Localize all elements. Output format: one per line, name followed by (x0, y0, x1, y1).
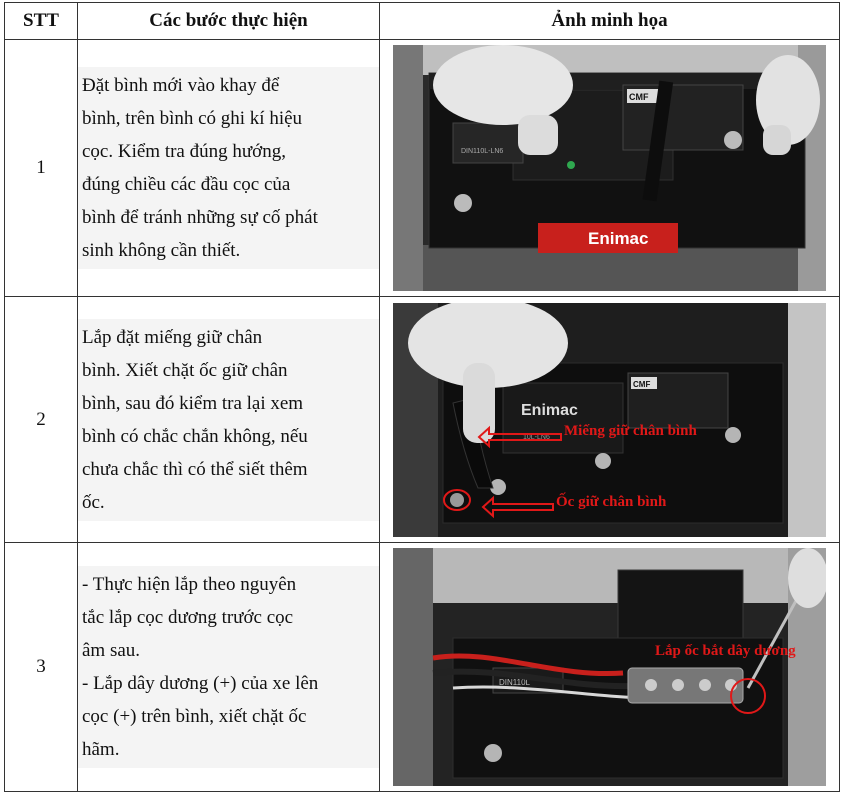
description-line: bình, sau đó kiểm tra lại xem (82, 392, 304, 414)
description-line: ốc. (82, 491, 105, 513)
description-line: đúng chiều các đầu cọc của (82, 174, 291, 195)
header-stt: STT (5, 3, 78, 40)
illustration-cell (380, 40, 840, 297)
step-number: 3 (5, 543, 78, 792)
illustration-cell (380, 543, 840, 792)
terminal-annotation: Lắp ốc bắt dây dương (655, 643, 796, 659)
description-line: bình để tránh những sự cố phát (82, 207, 318, 228)
description-line: cọc (+) trên bình, xiết chặt ốc (82, 706, 307, 727)
description-box (78, 566, 379, 768)
header-steps: Các bước thực hiện (78, 3, 380, 40)
battery-placement-image (393, 45, 826, 291)
illustration-photo-3 (393, 548, 826, 786)
illustration-photo-1 (393, 45, 826, 291)
step-description (78, 543, 380, 792)
illustration-photo-2 (393, 303, 826, 537)
description-box (78, 67, 379, 269)
bolt-annotation: Ốc giữ chân bình (556, 493, 667, 510)
header-illustration: Ảnh minh họa (380, 3, 840, 40)
table-row (5, 40, 840, 297)
description-line: bình, trên bình có ghi kí hiệu (82, 108, 303, 129)
description-line: âm sau. (82, 640, 141, 661)
description-line: bình có chắc chắn không, nếu (82, 425, 308, 447)
model-label: 10L-LN6 (523, 433, 550, 441)
description-line: - Thực hiện lắp theo nguyên (82, 574, 297, 595)
model-label: DIN110L (499, 678, 530, 687)
description-line: sinh không cần thiết. (82, 240, 241, 261)
description-line: hãm. (82, 739, 120, 760)
table-row (5, 543, 840, 792)
step-description (78, 297, 380, 543)
brand-text: Enimac (521, 401, 578, 419)
illustration-cell (380, 297, 840, 543)
description-line: Lắp đặt miếng giữ chân (82, 326, 263, 348)
description-box (78, 319, 379, 521)
description-line: cọc. Kiểm tra đúng hướng, (82, 141, 286, 162)
brand-text: Enimac (588, 229, 649, 248)
step-description (78, 40, 380, 297)
steps-table (4, 2, 840, 792)
description-line: chưa chắc thì có thể siết thêm (82, 458, 308, 480)
step-number: 2 (5, 297, 78, 543)
cmf-label: CMF (633, 379, 651, 389)
description-line: tắc lắp cọc dương trước cọc (82, 607, 294, 628)
cmf-label: CMF (629, 92, 649, 102)
table-header-row (5, 3, 840, 40)
table-row (5, 297, 840, 543)
description-line: bình. Xiết chặt ốc giữ chân (82, 359, 288, 381)
model-label: DIN110L-LN6 (461, 148, 504, 155)
positive-terminal-image (393, 548, 826, 786)
step-number: 1 (5, 40, 78, 297)
description-line: Đặt bình mới vào khay để (82, 75, 280, 96)
bracket-annotation: Miếng giữ chân bình (564, 422, 697, 439)
description-line: - Lắp dây dương (+) của xe lên (82, 673, 319, 694)
